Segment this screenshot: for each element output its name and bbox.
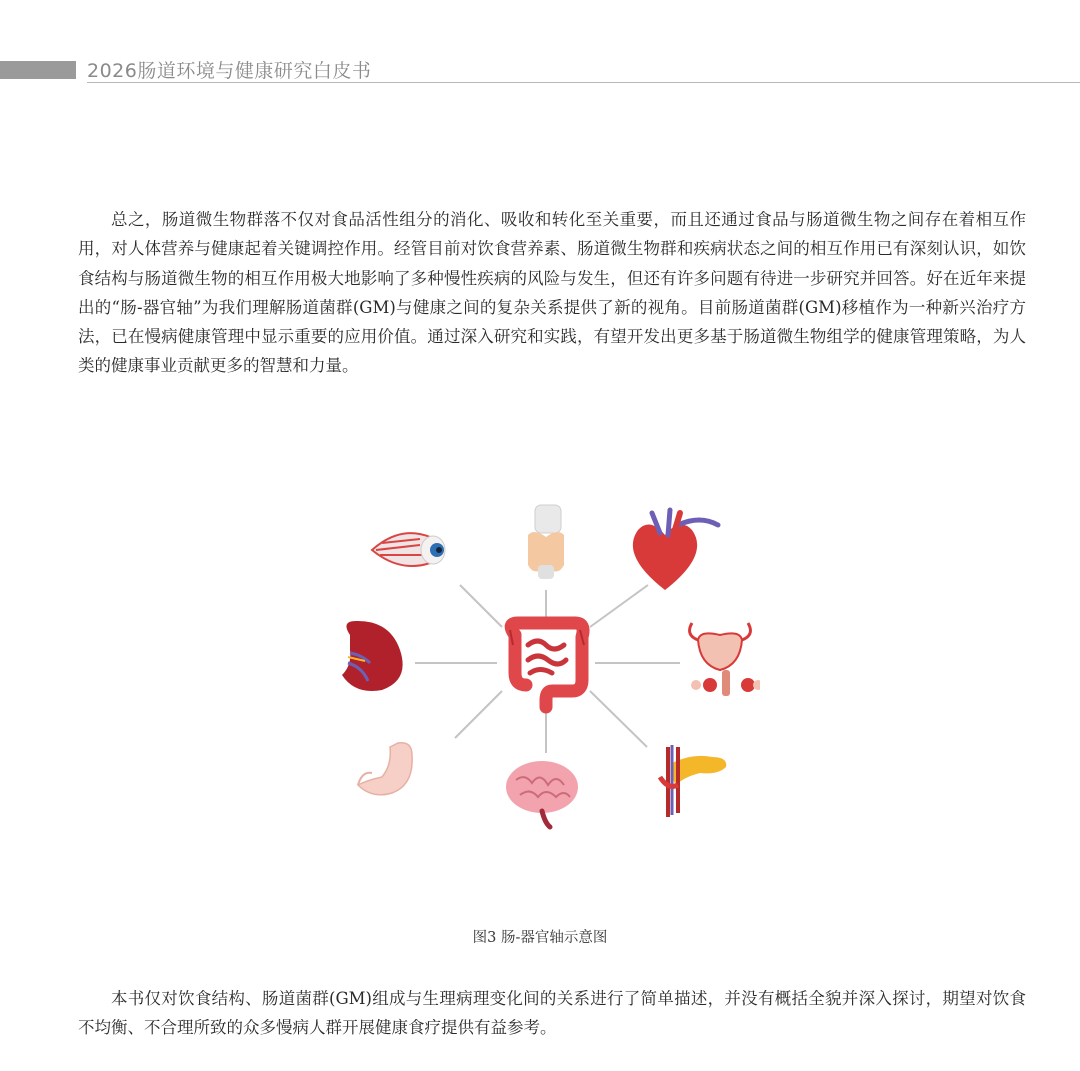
header-bar [0,61,76,79]
stomach-icon [358,743,412,795]
reproductive-organ-icon [690,623,760,696]
kidney-icon [342,621,403,691]
connector-heart [590,585,648,627]
pancreas-icon [660,745,726,817]
connector-pancreas [590,691,647,747]
thyroid-icon [528,505,564,579]
header-title: 2026肠道环境与健康研究白皮书 [87,60,372,82]
intestine-icon [510,623,584,707]
heart-icon [633,510,718,590]
figure-caption: 图3 肠-器官轴示意图 [472,930,608,946]
connector-eye [460,585,502,627]
gut-organ-axis-figure [320,495,760,840]
gut-organ-axis-diagram [320,495,760,840]
header-divider [87,82,1080,83]
eye-icon [372,533,445,566]
brain-icon [506,761,578,827]
body-paragraph-2: 本书仅对饮食结构、肠道菌群(GM)组成与生理病理变化间的关系进行了简单描述，并没有概括全貌并深入探讨，期望对饮食不均衡、不合理所致的众多慢病人群开展健康食疗提供有益参考。 [78,989,1026,1038]
connector-stomach [455,691,502,738]
body-paragraph-1: 总之，肠道微生物群落不仅对食品活性组分的消化、吸收和转化至关重要，而且还通过食品与肠道微生物之间存在着相互作用，对人体营养与健康起着关键调控作用。经管目前对饮食营养素、肠道微生物群和疾病状态之间的相互作用已有深刻认识，如饮食结构与肠道微生物的相互作用极大地影响了多种慢性疾病的风险与发生，但还有许多问题有待进一步研究并回答。好在近年来提出的“肠-器官轴”为我们理解肠道菌群(GM)与健康之间的复杂关系提供了新的视角。目前肠道菌群(GM)移植作为一种新兴治疗方法，已在慢病健康管理中显示重要的应用价值。通过深入研究和实践，有望开发出更多基于肠道微生物组学的健康管理策略，为人类的健康事业贡献更多的智慧和力量。 [78,210,1026,376]
